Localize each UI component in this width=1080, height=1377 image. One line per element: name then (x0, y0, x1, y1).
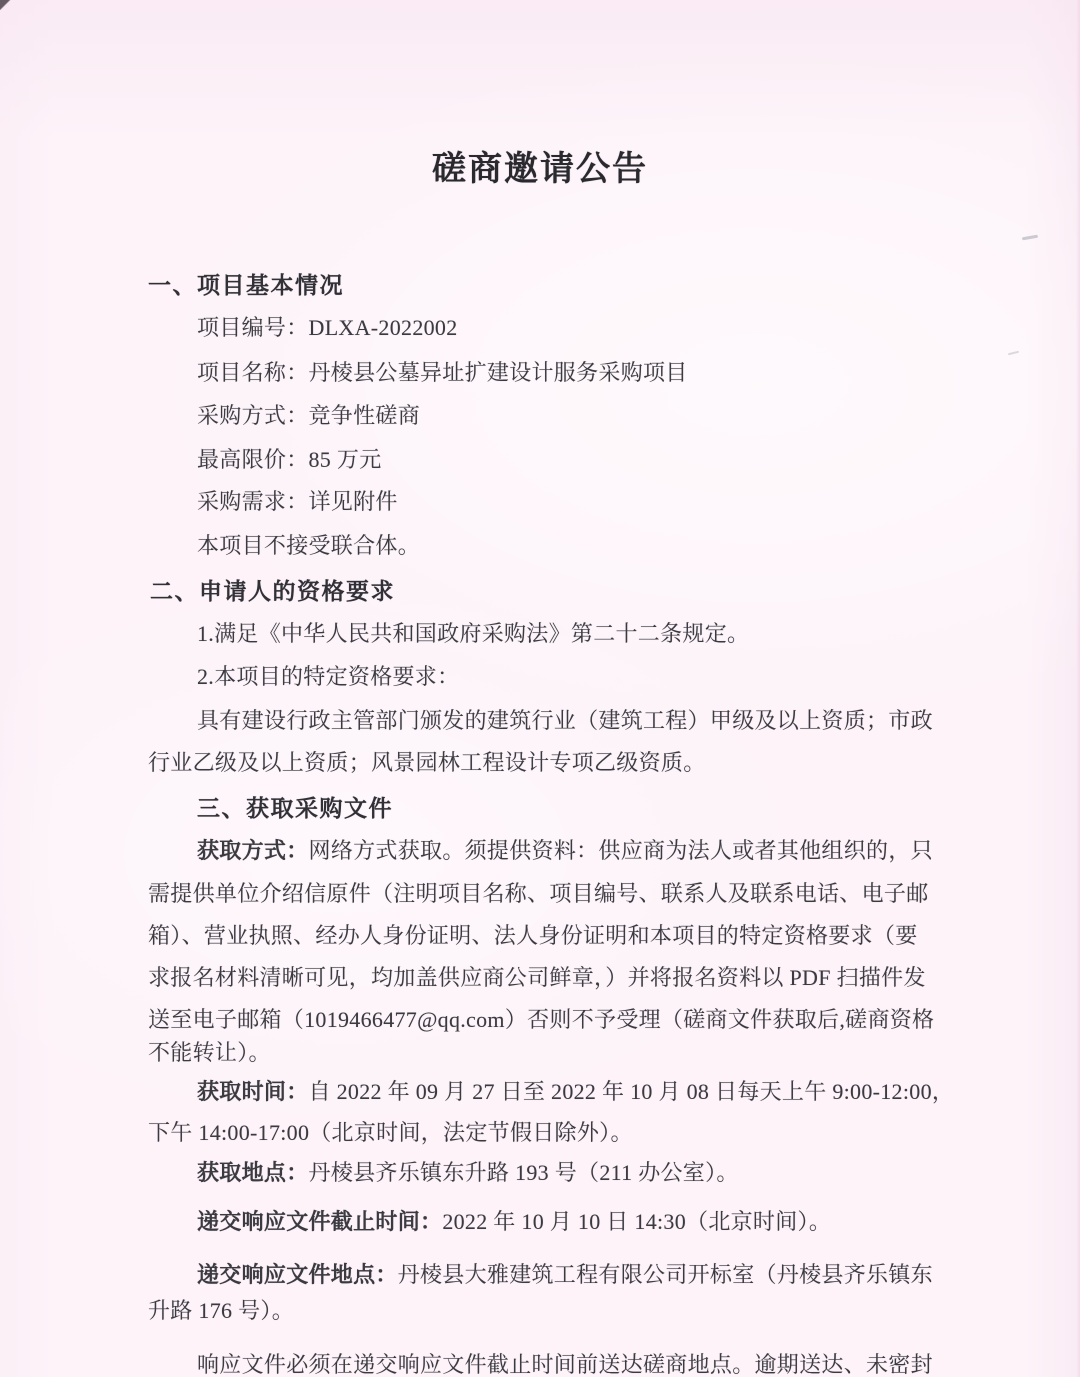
text-run: 求报名材料清晰可见，均加盖供应商公司鲜章，）并将报名资料以 PDF 扫描件发 (148, 965, 926, 990)
text-run: 2022 年 10 月 10 日 14:30（北京时间）。 (442, 1209, 832, 1234)
text-run: 一、项目基本情况 (148, 272, 344, 298)
text-run: 本项目不接受联合体。 (197, 533, 421, 558)
text-run: 项目名称：丹棱县公墓异址扩建设计服务采购项目 (197, 360, 688, 385)
section-heading (197, 795, 393, 821)
text-run: 网络方式获取。须提供资料：供应商为法人或者其他组织的，只 (308, 838, 933, 863)
text-line (148, 965, 926, 990)
text-line (148, 881, 929, 906)
text-run: 不能转让）。 (148, 1040, 271, 1065)
text-run: 需提供单位介绍信原件（注明项目名称、项目编号、联系人及联系电话、电子邮 (148, 881, 929, 906)
scan-edge-shadow (1076, 0, 1080, 1377)
text-line (148, 1007, 934, 1032)
text-run: 获取地点： (197, 1160, 309, 1185)
document-title: 磋商邀请公告 (432, 151, 648, 188)
text-line (148, 1040, 271, 1065)
text-run: 二、申请人的资格要求 (150, 578, 395, 604)
text-line (197, 838, 933, 863)
text-line (148, 923, 918, 948)
text-run: 响应文件必须在递交响应文件截止时间前送达磋商地点。逾期送达、未密封 (197, 1352, 933, 1377)
text-line (197, 403, 420, 428)
text-run: 最高限价：85 万元 (197, 447, 382, 472)
text-line (148, 1120, 633, 1145)
text-run: 具有建设行政主管部门颁发的建筑行业（建筑工程）甲级及以上资质；市政 (197, 708, 933, 733)
text-run: 自 2022 年 09 月 27 日至 2022 年 10 月 08 日每天上午 9:00-12:00， (308, 1079, 955, 1104)
text-line (197, 708, 933, 733)
text-run: 获取时间： (197, 1079, 309, 1104)
text-run: 升路 176 号）。 (148, 1298, 295, 1323)
scan-speck (1022, 235, 1038, 241)
section-heading (150, 578, 395, 604)
text-line (197, 1209, 831, 1234)
text-run: 丹棱县齐乐镇东升路 193 号（211 办公室）。 (308, 1160, 739, 1185)
text-run: 丹棱县大雅建筑工程有限公司开标室（丹棱县齐乐镇东 (397, 1262, 933, 1287)
text-line (148, 750, 706, 775)
text-line (197, 489, 398, 514)
text-run: 递交响应文件截止时间： (197, 1209, 443, 1234)
text-line (197, 1262, 933, 1287)
text-run: 2.本项目的特定资格要求： (197, 664, 460, 689)
text-run: 递交响应文件地点： (197, 1262, 398, 1287)
text-run: 采购方式：竞争性磋商 (197, 403, 421, 428)
text-run: 项目编号：DLXA-2022002 (197, 315, 458, 340)
section-heading (148, 272, 344, 298)
text-line (197, 1352, 933, 1377)
text-line (197, 533, 420, 558)
text-run: 1.满足《中华人民共和国政府采购法》第二十二条规定。 (197, 621, 750, 646)
text-run: 下午 14:00-17:00（北京时间，法定节假日除外）。 (148, 1120, 633, 1145)
text-line (148, 1298, 294, 1323)
scan-speck (1008, 351, 1019, 356)
text-run: 送至电子邮箱（1019466477@qq.com）否则不予受理（磋商文件获取后,磋商资格 (148, 1007, 935, 1032)
text-line (197, 1079, 954, 1104)
text-line (197, 447, 382, 472)
text-run: 采购需求：详见附件 (197, 489, 398, 514)
text-line (197, 315, 458, 340)
text-run: 获取方式： (197, 838, 309, 863)
text-line (197, 664, 459, 689)
text-run: 行业乙级及以上资质；风景园林工程设计专项乙级资质。 (148, 750, 706, 775)
text-line (197, 360, 688, 385)
text-line (197, 621, 749, 646)
text-line (197, 1160, 739, 1185)
text-run: 箱）、营业执照、经办人身份证明、法人身份证明和本项目的特定资格要求（要 (148, 923, 918, 948)
scan-corner-mark (0, 0, 14, 10)
text-run: 三、获取采购文件 (197, 795, 393, 821)
